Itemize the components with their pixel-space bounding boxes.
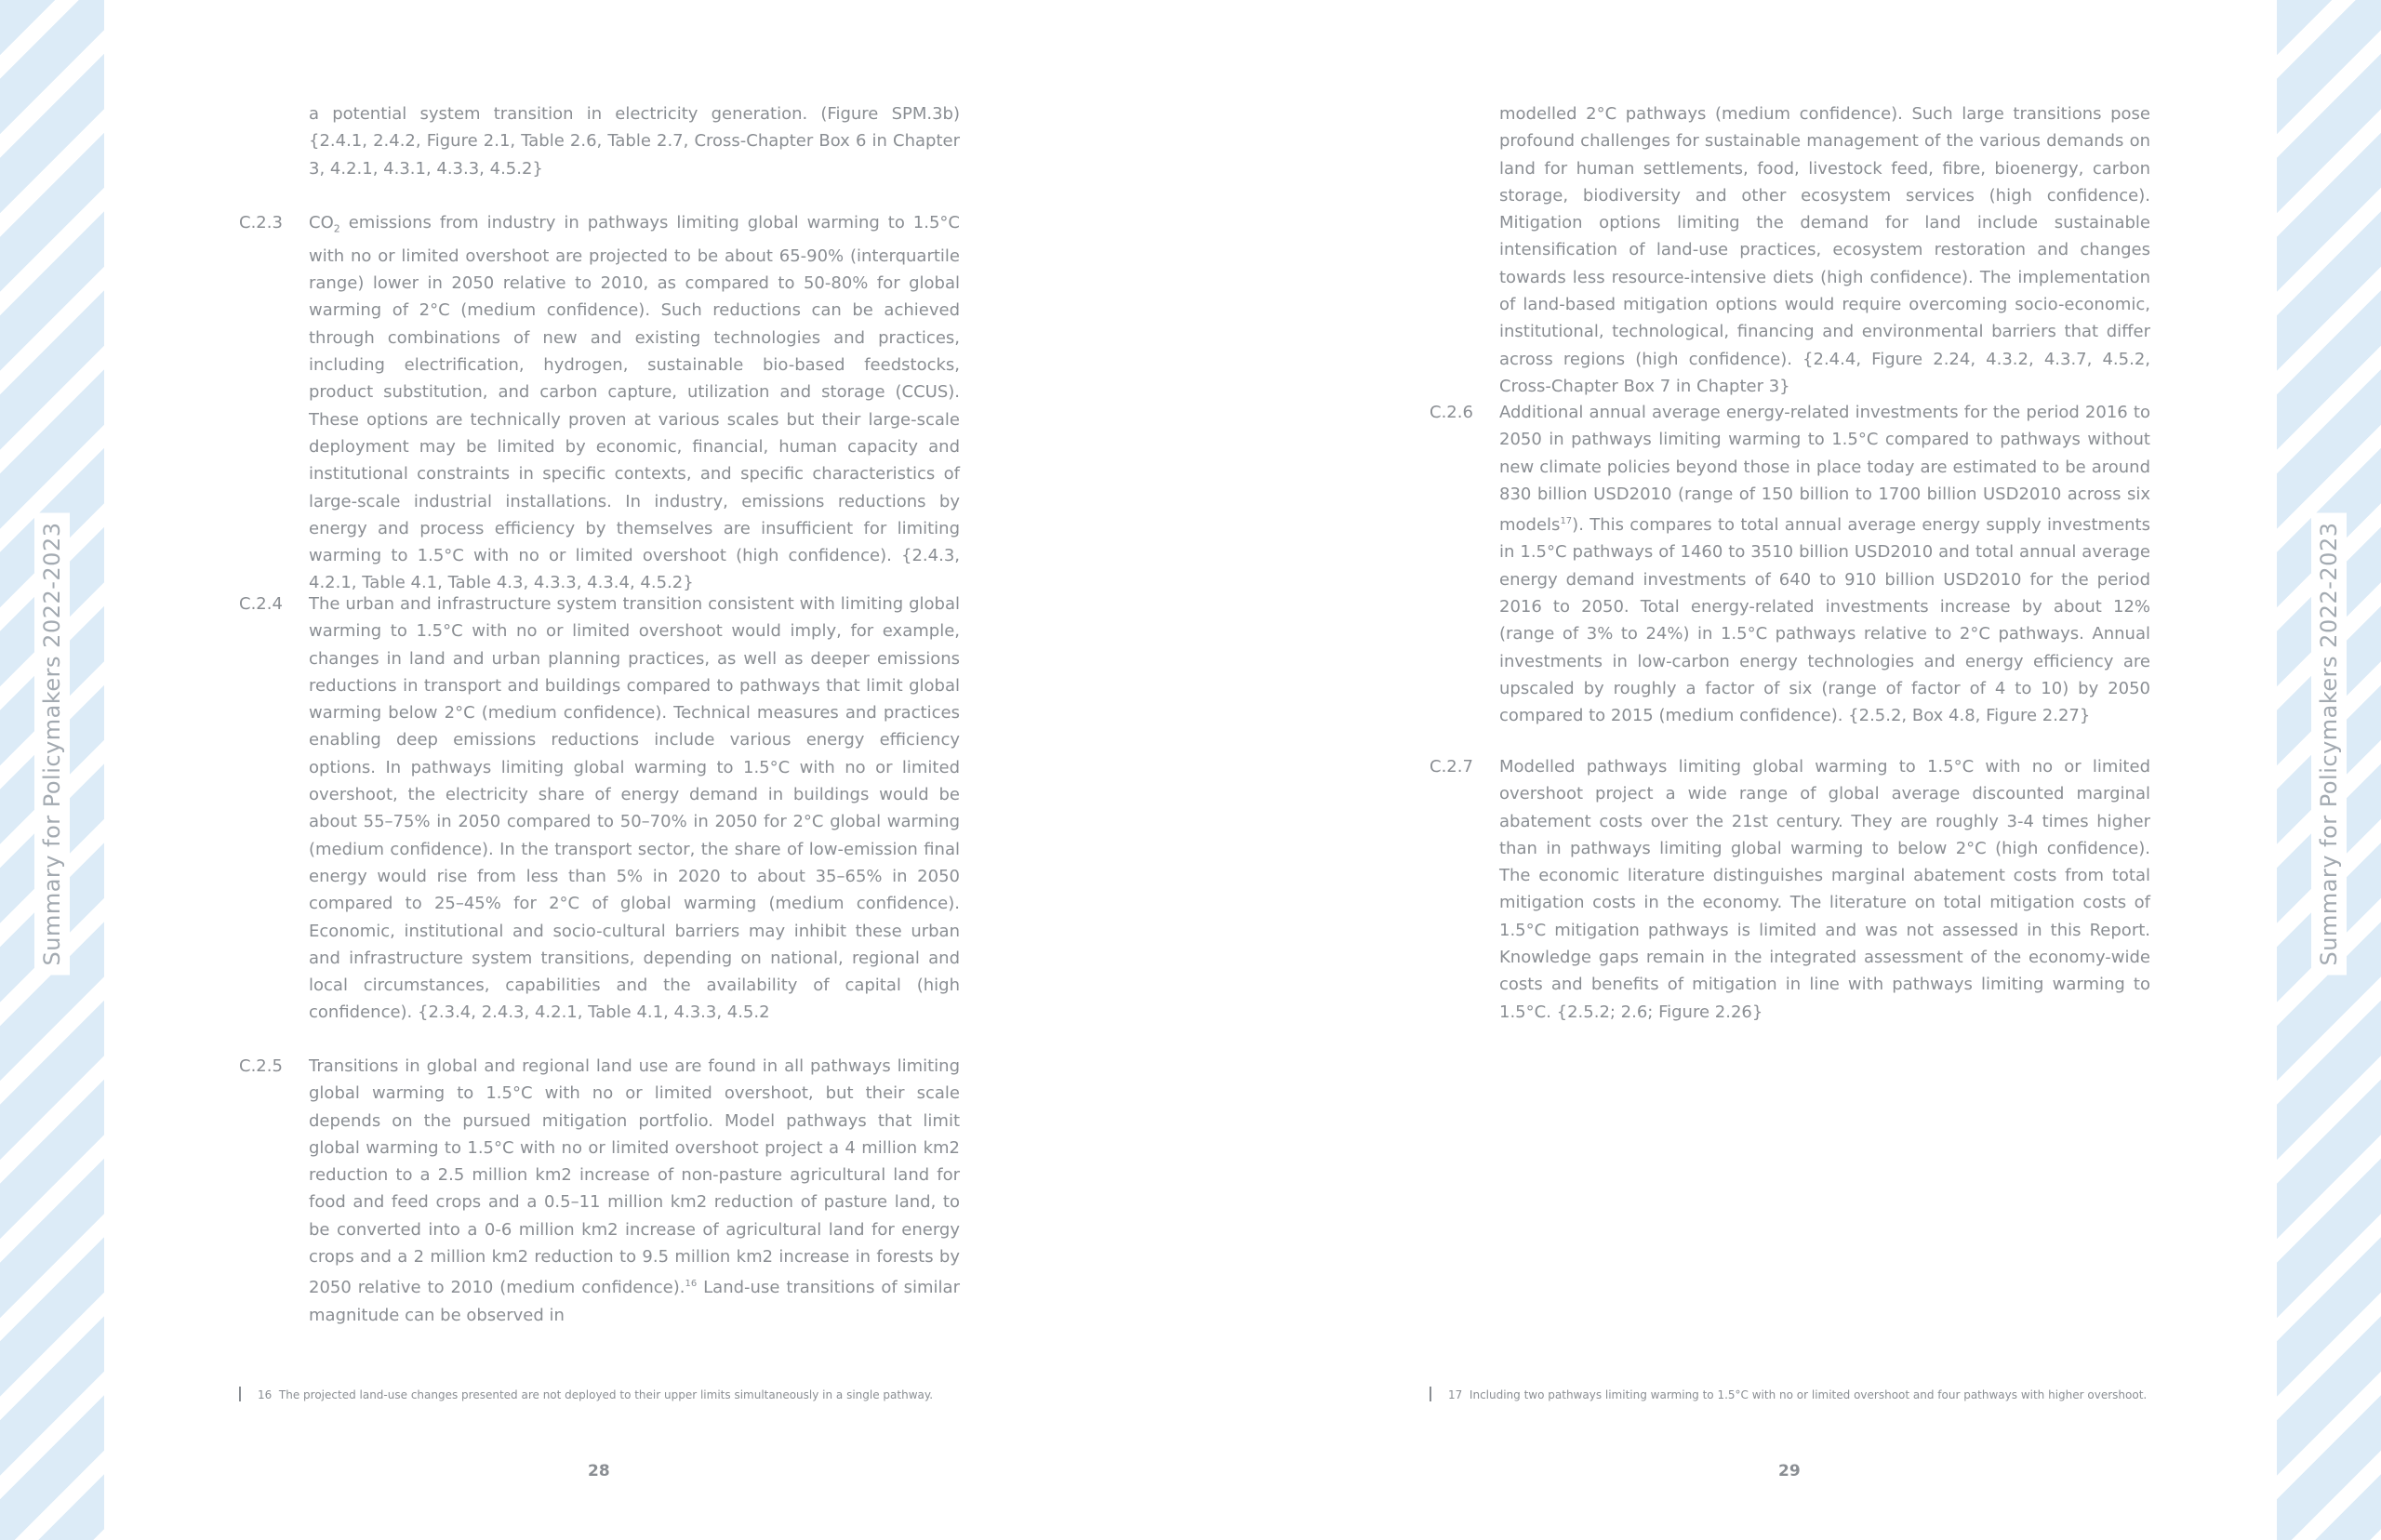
side-label-right: Summary for Policymakers 2022-2023 (2311, 513, 2347, 976)
left-stripe-band (0, 0, 104, 1540)
paragraph-number-c24: C.2.4 (239, 594, 283, 614)
paragraph-number-c27: C.2.7 (1430, 757, 1473, 777)
paragraph-c26 (1499, 399, 2150, 730)
page-number: 28 (588, 1462, 610, 1480)
footnote-text: The projected land-use changes presented are not deployed to their upper limits simultaneously in a single pathway. (278, 1388, 934, 1401)
c23-subscript: 2 (333, 222, 340, 235)
continuation-paragraph: a potential system transition in electricity generation. (Figure SPM.3b) {2.4.1, 2.4.2, Figure 2.1, Table 2.6, Table 2.7, Cross-Chapter Box 6 in Chapter 3, 4.2.1, 4.3.1, 4.3.3, 4.5.2} (309, 104, 960, 179)
paragraph-number-c23: C.2.3 (239, 213, 283, 232)
c26-text-a: Additional annual average energy-related investments for the period 2016 to 2050 in pathways limiting warming to 1.5°C compared to pathways without new climate policies beyond those in place today are estimated to be around 830 billion USD2010 (range of 150 billion to 1700 billion USD2010 across six models (1499, 403, 2150, 536)
paragraph-c24: The urban and infrastructure system transition consistent with limiting global warming to 1.5°C with no or limited overshoot would imply, for example, changes in land and urban planning practices, as well as deeper emissions reductions in transport and buildings compared to pathways that limit global warming below 2°C (medium confidence). Technical measures and practices enabling deep emissions reductions include various energy efficiency options. In pathways limiting global warming to 1.5°C with no or limited overshoot, the electricity share of energy demand in buildings would be about 55–75% in 2050 compared to 50–70% in 2050 for 2°C global warming (medium confidence). In the transport sector, the share of low-emission final energy would rise from less than 5% in 2020 to about 35–65% in 2050 compared to 25–45% for 2°C of global warming (medium confidence). Economic, institutional and socio-cultural barriers may inhibit these urban and infrastructure system transitions, depending on national, regional and local circumstances, capabilities and the availability of capital (high confidence). {2.3.4, 2.4.3, 4.2.1, Table 4.1, 4.3.3, 4.5.2 (309, 594, 960, 1023)
footnote-ref-16: 16 (685, 1279, 698, 1290)
paragraph-number-c25: C.2.5 (239, 1056, 283, 1076)
paragraph-c25 (309, 1053, 960, 1329)
footnote-number: 16 (258, 1388, 273, 1401)
paragraph-number-c26: C.2.6 (1430, 403, 1473, 422)
footnote-marker-bar (239, 1387, 241, 1401)
continuation-paragraph: modelled 2°C pathways (medium confidence). Such large transitions pose profound challenges for sustainable management of the various demands on land for human settlements, food, livestock feed, fibre, bioenergy, carbon storage, biodiversity and other ecosystem services (high confidence). Mitigation options limiting the demand for land include sustainable intensification of land-use practices, ecosystem restoration and changes towards less resource-intensive diets (high confidence). The implementation of land-based mitigation options would require overcoming socio-economic, institutional, technological, financing and environmental barriers that differ across regions (high confidence). {2.4.4, Figure 2.24, 4.3.2, 4.3.7, 4.5.2, Cross-Chapter Box 7 in Chapter 3} (1499, 104, 2150, 396)
footnote-ref-17: 17 (1560, 516, 1573, 527)
c25-text-b: Land-use transitions of similar magnitude can be observed in (309, 1278, 960, 1325)
c23-text-a: CO (309, 213, 334, 232)
footnote-marker-bar (1430, 1387, 1431, 1401)
page-number: 29 (1778, 1462, 1801, 1480)
footnote-text: Including two pathways limiting warming to 1.5°C with no or limited overshoot and four pathways with higher overshoot. (1469, 1388, 2148, 1401)
footnote-16 (258, 1387, 933, 1402)
paragraph-c23 (309, 209, 960, 597)
c25-text-a: Transitions in global and regional land use are found in all pathways limiting global warming to 1.5°C with no or limited overshoot, but their scale depends on the pursued mitigation portfolio. Model pathways that limit global warming to 1.5°C with no or limited overshoot project a 4 million km2 reduction to a 2.5 million km2 increase of non-pasture agricultural land for food and feed crops and a 0.5–11 million km2 reduction of pasture land, to be converted into a 0-6 million km2 increase of agricultural land for energy crops and a 2 million km2 reduction to 9.5 million km2 increase in forests by 2050 relative to 2010 (medium confidence). (309, 1056, 960, 1298)
page-28 (104, 0, 1243, 1540)
paragraph-c27: Modelled pathways limiting global warming to 1.5°C with no or limited overshoot project a wide range of global average discounted marginal abatement costs over the 21st century. They are roughly 3-4 times higher than in pathways limiting global warming to below 2°C (high confidence). The economic literature distinguishes marginal abatement costs from total mitigation costs in the economy. The literature on total mitigation costs of 1.5°C mitigation pathways is limited and was not assessed in this Report. Knowledge gaps remain in the integrated assessment of the economy-wide costs and benefits of mitigation in line with pathways limiting warming to 1.5°C. {2.5.2; 2.6; Figure 2.26} (1499, 757, 2150, 1022)
c23-text-b: emissions from industry in pathways limiting global warming to 1.5°C with no or limited overshoot are projected to be about 65-90% (interquartile range) lower in 2050 relative to 2010, as compared to 50-80% for global warming of 2°C (medium confidence). Such reductions can be achieved through combinations of new and existing technologies and practices, including electrification, hydrogen, sustainable bio-based feedstocks, product substitution, and carbon capture, utilization and storage (CCUS). These options are technically proven at various scales but their large-scale deployment may be limited by economic, financial, human capacity and institutional constraints in specific contexts, and specific characteristics of large-scale industrial installations. In industry, emissions reductions by energy and process efficiency by themselves are insufficient for limiting warming to 1.5°C with no or limited overshoot (high confidence). {2.4.3, 4.2.1, Table 4.1, Table 4.3, 4.3.3, 4.3.4, 4.5.2} (309, 213, 960, 593)
c26-text-b: ). This compares to total annual average energy supply investments in 1.5°C pathways of 1460 to 3510 billion USD2010 and total annual average energy demand investments of 640 to 910 billion USD2010 for the period 2016 to 2050. Total energy-related investments increase by about 12% (range of 3% to 24%) in 1.5°C pathways relative to 2°C pathways. Annual investments in low-carbon energy technologies and energy efficiency are upscaled by roughly a factor of six (range of factor of 4 to 10) by 2050 compared to 2015 (medium confidence). {2.5.2, Box 4.8, Figure 2.27} (1499, 515, 2150, 726)
footnote-number: 17 (1448, 1388, 1463, 1401)
footnote-17 (1448, 1387, 2147, 1402)
page-29 (1138, 0, 2277, 1540)
right-stripe-band (2277, 0, 2381, 1540)
side-label-left: Summary for Policymakers 2022-2023 (34, 513, 70, 976)
